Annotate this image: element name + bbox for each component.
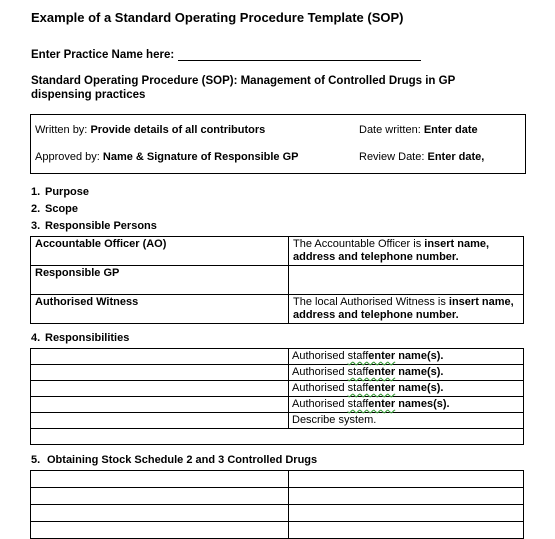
cell-text: Authorised [292,350,348,362]
responsible-persons-table [30,236,524,324]
responsibilities-table [30,348,524,445]
table-cell[interactable]: Describe system. [289,413,524,429]
section-number: 1. [31,186,41,198]
cell-text: Authorised [292,366,348,378]
table-cell[interactable] [289,488,524,505]
table-cell[interactable] [31,505,289,522]
cell-text: The local Authorised Witness is [293,296,449,308]
table-row [31,429,524,445]
cell-placeholder: name(s). [395,366,444,378]
table-cell[interactable] [31,429,524,445]
info-box [30,114,526,174]
written-by [35,124,265,136]
section-number: 5. [31,454,41,466]
written-by-value[interactable]: Provide details of all contributors [90,124,266,136]
cell-placeholder: insert name, address and telephone number. [293,296,514,321]
table-cell[interactable] [289,237,524,266]
table-row [31,413,524,429]
table-cell: Responsible GP [31,266,289,295]
date-written-value[interactable]: Enter date [423,124,478,136]
table-cell[interactable] [289,349,524,365]
table-cell[interactable] [289,471,524,488]
table-cell[interactable] [31,471,289,488]
review-date-label: Review Date: [359,151,425,163]
table-cell: Accountable Officer (AO) [31,237,289,266]
section-label: Responsible Persons [45,220,157,232]
table-cell[interactable] [31,397,289,413]
cell-text: Authorised [292,398,348,410]
cell-text: staff [347,366,369,378]
table-cell: Authorised Witness [31,295,289,324]
table-row [31,365,524,381]
section-label: Obtaining Stock Schedule 2 and 3 Controlled Drugs [47,454,318,466]
practice-name-line[interactable] [178,48,421,61]
section-scope [31,203,78,215]
table-row [31,471,524,488]
table-row [31,349,524,365]
cell-placeholder: enter [368,366,396,378]
section-label: Responsibilities [45,332,130,344]
approved-by [35,151,298,163]
table-row [31,381,524,397]
written-by-label: Written by: [35,124,88,136]
table-cell[interactable] [289,397,524,413]
date-written-label: Date written: [359,124,421,136]
table-cell[interactable] [289,295,524,324]
table-cell[interactable] [289,505,524,522]
table-cell[interactable] [31,349,289,365]
table-cell[interactable] [289,381,524,397]
section-responsibilities [31,332,129,344]
cell-text: staff [347,350,369,362]
document-title: Example of a Standard Operating Procedure Template (SOP) [31,10,404,25]
cell-text: staff [347,398,369,410]
practice-name-label: Enter Practice Name here: [31,49,175,61]
section-responsible-persons [31,220,157,232]
cell-placeholder: enter [368,398,396,410]
section-number: 3. [31,220,41,232]
section-number: 2. [31,203,41,215]
table-cell[interactable] [289,522,524,539]
table-cell[interactable] [31,365,289,381]
cell-text: staff [347,382,369,394]
cell-placeholder: enter [368,350,396,362]
table-row [31,237,524,266]
approved-by-value[interactable]: Name & Signature of Responsible GP [102,151,299,163]
practice-name-field[interactable] [31,48,421,61]
table-row [31,397,524,413]
cell-placeholder: insert name, address and telephone number. [293,238,490,263]
table-cell[interactable] [289,365,524,381]
cell-placeholder: name(s). [395,350,444,362]
table-cell[interactable] [31,413,289,429]
date-written [359,124,478,136]
section-label: Purpose [45,186,90,198]
cell-placeholder: name(s). [395,382,444,394]
approved-by-label: Approved by: [35,151,100,163]
section-label: Scope [45,203,79,215]
review-date-value[interactable]: Enter date, [427,151,485,163]
cell-text: Authorised [292,382,348,394]
table-row [31,295,524,324]
cell-placeholder: enter [368,382,396,394]
table-cell[interactable] [31,488,289,505]
obtaining-stock-table [30,470,524,539]
table-cell[interactable] [31,381,289,397]
cell-placeholder: names(s). [395,398,450,410]
table-row [31,522,524,539]
table-row [31,505,524,522]
table-cell[interactable] [289,266,524,295]
table-cell[interactable] [31,522,289,539]
review-date [359,151,484,163]
section-purpose [31,186,89,198]
sop-heading: Standard Operating Procedure (SOP): Management of Controlled Drugs in GP dispensing practices [31,75,456,101]
table-row [31,488,524,505]
section-number: 4. [31,332,41,344]
section-obtaining-stock [31,454,317,466]
table-row [31,266,524,295]
cell-text: The Accountable Officer is [293,238,425,250]
